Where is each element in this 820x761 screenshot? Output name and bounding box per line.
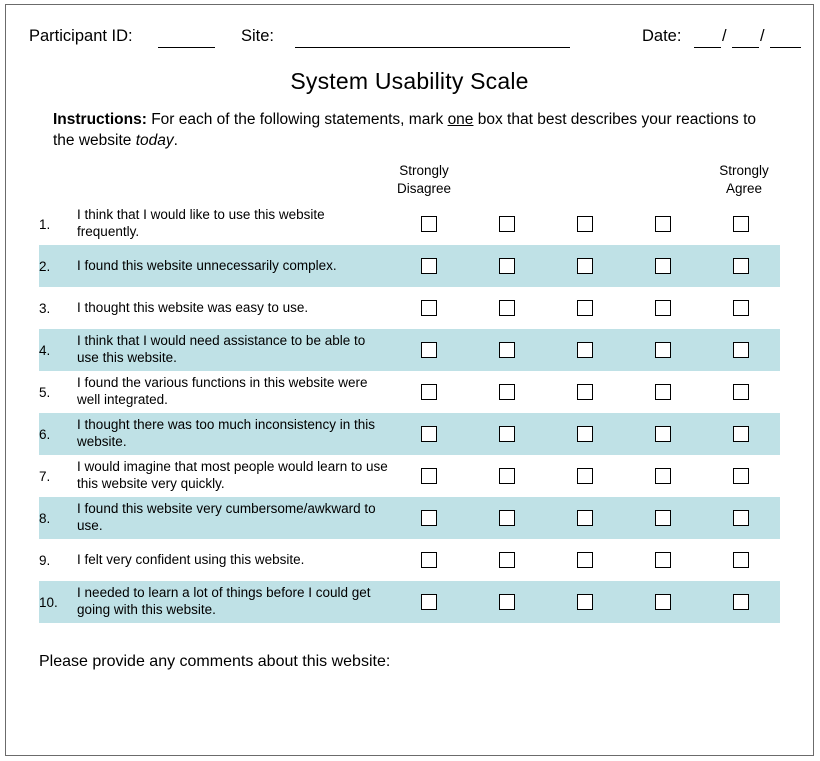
table-row (39, 413, 780, 455)
rating-cell-3[interactable] (546, 287, 624, 329)
instructions-text-2: box that best describes your reactions to the website (53, 111, 757, 149)
item-number: 7. (39, 468, 51, 484)
checkbox-item-10-option-1[interactable] (421, 594, 437, 610)
item-number: 10. (39, 594, 58, 610)
checkbox-item-10-option-5[interactable] (733, 594, 749, 610)
rating-cell-5[interactable] (702, 581, 780, 623)
item-number: 8. (39, 510, 51, 526)
checkbox-item-6-option-4[interactable] (655, 426, 671, 442)
rating-cell-5[interactable] (702, 413, 780, 455)
checkbox-item-5-option-1[interactable] (421, 384, 437, 400)
table-row (39, 581, 780, 623)
checkbox-item-9-option-3[interactable] (577, 552, 593, 568)
rating-cell-1[interactable] (389, 413, 467, 455)
checkbox-item-5-option-2[interactable] (499, 384, 515, 400)
checkbox-item-10-option-4[interactable] (655, 594, 671, 610)
checkbox-item-10-option-3[interactable] (577, 594, 593, 610)
checkbox-item-9-option-5[interactable] (733, 552, 749, 568)
rating-cell-1[interactable] (389, 581, 467, 623)
rating-cell-3[interactable] (546, 581, 624, 623)
checkbox-item-4-option-2[interactable] (499, 342, 515, 358)
checkbox-item-4-option-3[interactable] (577, 342, 593, 358)
rating-cell-5[interactable] (702, 245, 780, 287)
rating-cell-2[interactable] (468, 245, 546, 287)
checkbox-item-1-option-1[interactable] (421, 216, 437, 232)
rating-cell-2[interactable] (468, 329, 546, 371)
comments-label: Please provide any comments about this website: (39, 653, 391, 670)
rating-cell-2[interactable] (468, 287, 546, 329)
rating-cell-1[interactable] (389, 245, 467, 287)
rating-cell-5[interactable] (702, 539, 780, 581)
table-row (39, 371, 780, 413)
rating-cell-3[interactable] (546, 371, 624, 413)
checkbox-item-6-option-5[interactable] (733, 426, 749, 442)
rating-cell-1[interactable] (389, 371, 467, 413)
checkbox-item-5-option-3[interactable] (577, 384, 593, 400)
rating-cell-2[interactable] (468, 371, 546, 413)
rating-cell-1[interactable] (389, 329, 467, 371)
rating-cell-3[interactable] (546, 539, 624, 581)
rating-cell-4[interactable] (624, 581, 702, 623)
rating-cell-4[interactable] (624, 245, 702, 287)
rating-cell-4[interactable] (624, 329, 702, 371)
rating-cell-3[interactable] (546, 245, 624, 287)
item-number: 9. (39, 552, 51, 568)
checkbox-item-4-option-5[interactable] (733, 342, 749, 358)
checkbox-item-7-option-4[interactable] (655, 468, 671, 484)
item-number: 2. (39, 258, 51, 274)
rating-cell-4[interactable] (624, 287, 702, 329)
rating-cell-2[interactable] (468, 497, 546, 539)
checkbox-item-6-option-3[interactable] (577, 426, 593, 442)
checkbox-item-7-option-1[interactable] (421, 468, 437, 484)
item-number: 6. (39, 426, 51, 442)
checkbox-item-9-option-1[interactable] (421, 552, 437, 568)
rating-cell-5[interactable] (702, 329, 780, 371)
checkbox-item-4-option-1[interactable] (421, 342, 437, 358)
rating-cell-3[interactable] (546, 203, 624, 245)
checkbox-item-8-option-3[interactable] (577, 510, 593, 526)
anchor-agree-line1: Strongly (719, 163, 769, 178)
rating-cell-1[interactable] (389, 497, 467, 539)
rating-cell-3[interactable] (546, 329, 624, 371)
rating-cell-1[interactable] (389, 287, 467, 329)
checkbox-item-5-option-4[interactable] (655, 384, 671, 400)
rating-cell-1[interactable] (389, 203, 467, 245)
checkbox-item-8-option-1[interactable] (421, 510, 437, 526)
rating-cell-2[interactable] (468, 455, 546, 497)
checkbox-item-3-option-5[interactable] (733, 300, 749, 316)
item-statement: I would imagine that most people would learn to use this website very quickly. (77, 459, 388, 491)
checkbox-item-4-option-4[interactable] (655, 342, 671, 358)
form-header (6, 23, 813, 53)
rating-cell-4[interactable] (624, 497, 702, 539)
item-statement: I think that I would need assistance to be able to use this website. (77, 333, 366, 365)
participant-id-label: Participant ID: (29, 27, 133, 45)
checkbox-item-2-option-1[interactable] (421, 258, 437, 274)
scale-anchor-strongly-disagree (369, 162, 479, 197)
checkbox-item-5-option-5[interactable] (733, 384, 749, 400)
rating-cell-2[interactable] (468, 203, 546, 245)
item-number: 5. (39, 384, 51, 400)
table-row (39, 329, 780, 371)
rating-cell-5[interactable] (702, 287, 780, 329)
rating-cell-5[interactable] (702, 203, 780, 245)
date-day-field[interactable] (732, 47, 759, 48)
table-row (39, 287, 780, 329)
item-number: 1. (39, 216, 51, 232)
rating-cell-2[interactable] (468, 581, 546, 623)
checkbox-item-8-option-2[interactable] (499, 510, 515, 526)
item-statement: I thought this website was easy to use. (77, 299, 309, 315)
table-row (39, 455, 780, 497)
checkbox-item-1-option-2[interactable] (499, 216, 515, 232)
rating-cell-2[interactable] (468, 539, 546, 581)
date-separator-2: / (760, 27, 765, 45)
date-month-field[interactable] (694, 47, 721, 48)
checkbox-item-1-option-5[interactable] (733, 216, 749, 232)
rating-cell-3[interactable] (546, 455, 624, 497)
anchor-disagree-line1: Strongly (399, 163, 449, 178)
checkbox-item-7-option-3[interactable] (577, 468, 593, 484)
instructions-text-3: . (173, 131, 178, 149)
instructions-lead: Instructions: (53, 111, 147, 128)
rating-cell-5[interactable] (702, 497, 780, 539)
item-number: 4. (39, 342, 51, 358)
checkbox-item-3-option-3[interactable] (577, 300, 593, 316)
rating-cell-4[interactable] (624, 371, 702, 413)
table-row (39, 203, 780, 245)
item-statement: I needed to learn a lot of things before I could get going with this website. (77, 585, 371, 617)
rating-cell-1[interactable] (389, 539, 467, 581)
item-statement: I found this website unnecessarily complex. (77, 257, 337, 273)
item-statement: I found the various functions in this website were well integrated. (77, 375, 368, 407)
date-year-field[interactable] (770, 47, 801, 48)
instructions-text-1: For each of the following statements, mark (151, 111, 444, 128)
rating-cell-5[interactable] (702, 371, 780, 413)
checkbox-item-1-option-4[interactable] (655, 216, 671, 232)
anchor-disagree-line2: Disagree (396, 180, 452, 196)
item-number: 3. (39, 300, 51, 316)
checkbox-item-9-option-2[interactable] (499, 552, 515, 568)
rating-cell-4[interactable] (624, 539, 702, 581)
scale-anchor-strongly-agree (689, 162, 799, 197)
table-row (39, 539, 780, 581)
page-title: System Usability Scale (290, 68, 529, 94)
item-statement: I thought there was too much inconsistency in this website. (77, 417, 375, 449)
rating-cell-3[interactable] (546, 497, 624, 539)
checkbox-item-7-option-5[interactable] (733, 468, 749, 484)
checkbox-item-7-option-2[interactable] (499, 468, 515, 484)
checkbox-item-2-option-5[interactable] (733, 258, 749, 274)
checkbox-item-3-option-2[interactable] (499, 300, 515, 316)
checkbox-item-1-option-3[interactable] (577, 216, 593, 232)
item-statement: I found this website very cumbersome/awkward to use. (77, 501, 376, 533)
table-row (39, 245, 780, 287)
checkbox-item-2-option-2[interactable] (499, 258, 515, 274)
site-field[interactable] (295, 47, 570, 48)
instructions-italic-word: today (135, 131, 174, 149)
checkbox-item-2-option-4[interactable] (655, 258, 671, 274)
anchor-agree-line2: Agree (725, 180, 763, 196)
date-separator-1: / (722, 27, 727, 45)
item-statement: I think that I would like to use this website frequently. (77, 207, 325, 239)
rating-cell-4[interactable] (624, 203, 702, 245)
checkbox-item-6-option-1[interactable] (421, 426, 437, 442)
site-label: Site: (241, 27, 275, 45)
rating-cell-4[interactable] (624, 455, 702, 497)
checkbox-item-3-option-1[interactable] (421, 300, 437, 316)
sus-items-table (39, 203, 780, 623)
checkbox-item-10-option-2[interactable] (499, 594, 515, 610)
page-content (6, 5, 813, 755)
date-label: Date: (642, 27, 682, 45)
sus-items-body (39, 203, 780, 623)
instructions-underlined-word: one (447, 111, 474, 128)
checkbox-item-8-option-5[interactable] (733, 510, 749, 526)
table-row (39, 497, 780, 539)
checkbox-item-3-option-4[interactable] (655, 300, 671, 316)
rating-cell-1[interactable] (389, 455, 467, 497)
item-statement: I felt very confident using this website. (77, 551, 305, 567)
rating-cell-4[interactable] (624, 413, 702, 455)
checkbox-item-2-option-3[interactable] (577, 258, 593, 274)
rating-cell-5[interactable] (702, 455, 780, 497)
instructions-paragraph (53, 110, 765, 152)
rating-cell-2[interactable] (468, 413, 546, 455)
checkbox-item-8-option-4[interactable] (655, 510, 671, 526)
checkbox-item-9-option-4[interactable] (655, 552, 671, 568)
rating-cell-3[interactable] (546, 413, 624, 455)
checkbox-item-6-option-2[interactable] (499, 426, 515, 442)
participant-id-field[interactable] (158, 47, 215, 48)
